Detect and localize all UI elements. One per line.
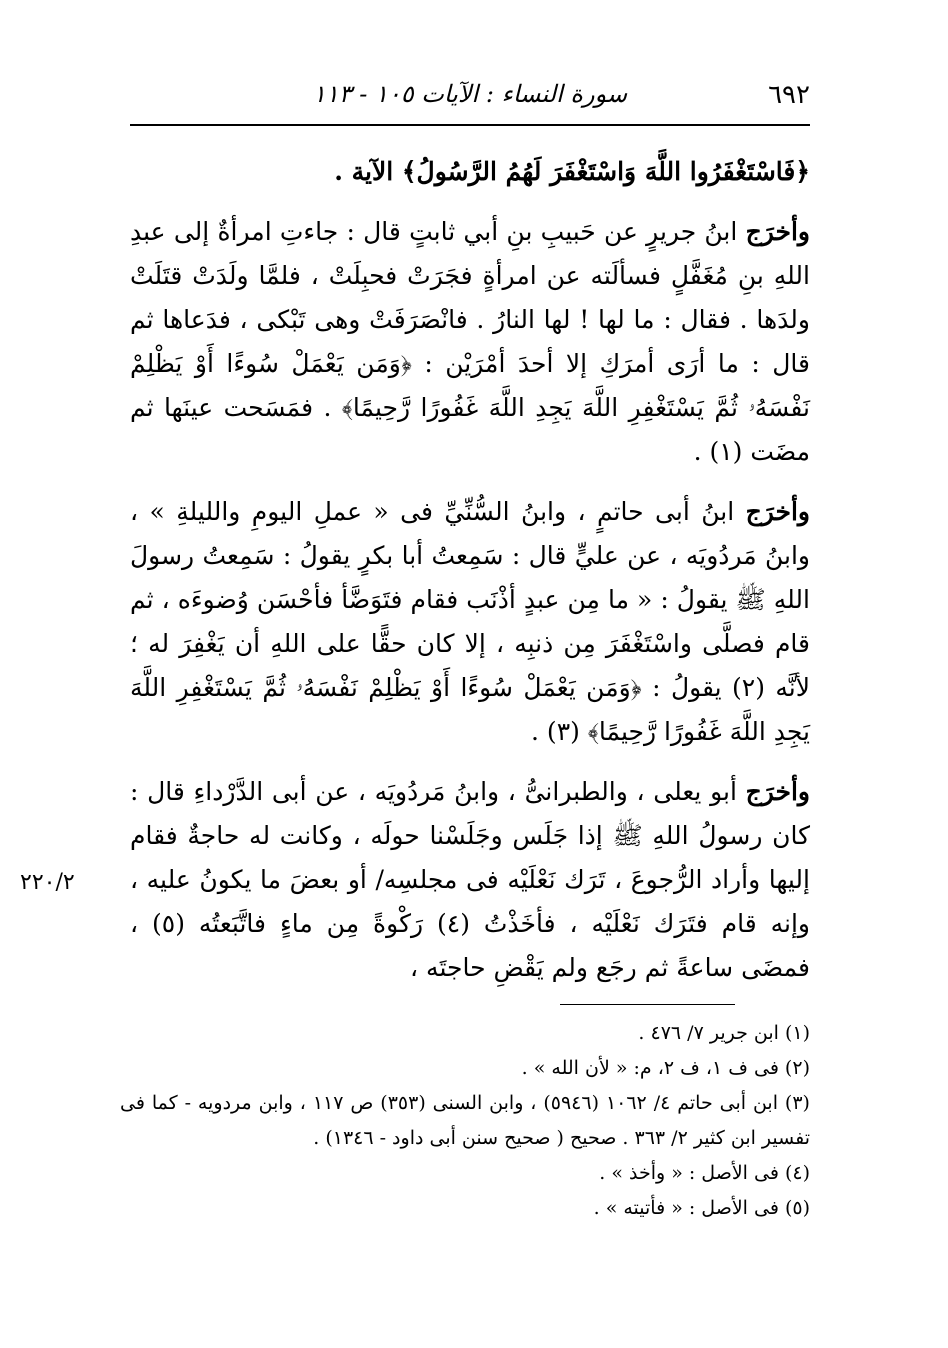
footnote: (١) ابن جرير ٧/ ٤٧٦ . bbox=[638, 1022, 810, 1044]
paragraph-text: أبو يعلى ، والطبرانىُّ ، وابنُ مَردُويَه ، عن أبى الدَّرْداءِ قال : كان رسولُ اللهِ ﷺ إذا جَلَس وجَلَسْنا حولَه ، وكانت له حاجةٌ فقام إليها وأراد الرُّجوعَ ، تَرَك نَعْلَيْه فى مجلسِه/ أو بعضَ ما يكونُ عليه ، وإنه قام فتَرَك نَعْلَيْه ، فأخَذْتُ (٤) رَكْوةً مِن ماءٍ فاتَّبَعتُه (٥) ، فمضَى ساعةً ثم رجَع ولم يَقْضِ حاجتَه ، bbox=[130, 777, 810, 982]
header-rule bbox=[130, 124, 810, 126]
paragraph bbox=[130, 210, 810, 474]
footnote: (٣) ابن أبى حاتم ٤/ ١٠٦٢ (٥٩٤٦) ، وابن السنى (٣٥٣) ص ١١٧ ، وابن مردويه - كما فى تفسير ابن كثير ٢/ ٣٦٣ . صحيح ( صحيح سنن أبى داود - ١٣٤٦) . bbox=[120, 1092, 810, 1149]
paragraph-lead: وأخرَج bbox=[745, 777, 810, 806]
verse-text: ﴿فَاسْتَغْفَرُوا اللَّهَ وَاسْتَغْفَرَ لَهُمُ الرَّسُولُ﴾ الآية . bbox=[334, 157, 810, 186]
footnote: (٢) فى ف ١، ف ٢، م: « لأن الله » . bbox=[521, 1057, 810, 1079]
margin-reference: ٢٢٠/٢ bbox=[20, 870, 75, 895]
paragraph-text: ابنُ أبى حاتمٍ ، وابنُ السُّنِّيِّ فى « عملِ اليومِ والليلةِ » ، وابنُ مَردُويَه ، عن عليٍّ قال : سَمِعتُ أبا بكرٍ يقولُ : سَمِعتُ رسولَ اللهِ ﷺ يقولُ : « ما مِن عبدٍ أذْنَب فقام فتَوَضَّأ فأحْسَن وُضوءَه ، ثم قام فصلَّى واسْتَغْفَرَ مِن ذنبِه ، إلا كان حقًّا على اللهِ أن يَغْفِرَ له ؛ لأنَّه (٢) يقولُ : ﴿وَمَن يَعْمَلْ سُوءًا أَوْ يَظْلِمْ نَفْسَهُۥ ثُمَّ يَسْتَغْفِرِ اللَّهَ يَجِدِ اللَّهَ غَفُورًا رَّحِيمًا﴾ (٣) . bbox=[130, 497, 810, 746]
footnotes bbox=[120, 1016, 810, 1226]
paragraph-text: ابنُ جريرٍ عن حَبيبِ بنِ أبي ثابتٍ قال : جاءتِ امرأةٌ إلى عبدِ اللهِ بنِ مُغَفَّلٍ فسألَته عن امرأةٍ فجَرَتْ فحبِلَتْ ، فلمَّا ولَدَتْ قتَلَتْ ولدَها . فقال : ما لها ! لها النارُ . فانْصَرَفَتْ وهى تَبْكى ، فدَعاها ثم قال : ما أرَى أمرَكِ إلا أحدَ أمْرَيْن : ﴿وَمَن يَعْمَلْ سُوءًا أَوْ يَظْلِمْ نَفْسَهُۥ ثُمَّ يَسْتَغْفِرِ اللَّهَ يَجِدِ اللَّهَ غَفُورًا رَّحِيمًا﴾ . فمَسَحت عينَها ثم مضَت (١) . bbox=[130, 217, 810, 466]
paragraph bbox=[130, 490, 810, 754]
page-number: ٦٩٢ bbox=[768, 80, 810, 110]
paragraph bbox=[130, 770, 810, 990]
running-title: سورة النساء : الآيات ١٠٥ - ١١٣ bbox=[312, 80, 628, 108]
paragraph bbox=[130, 150, 810, 194]
paragraph-lead: وأخرَج bbox=[745, 497, 810, 526]
main-text bbox=[130, 150, 810, 1006]
footnote-rule bbox=[560, 1004, 735, 1005]
page-header bbox=[130, 70, 810, 120]
footnote: (٤) فى الأصل : « وأخذ » . bbox=[599, 1162, 810, 1184]
paragraph-lead: وأخرَج bbox=[745, 217, 810, 246]
footnote: (٥) فى الأصل : « فأتيته » . bbox=[593, 1197, 810, 1219]
